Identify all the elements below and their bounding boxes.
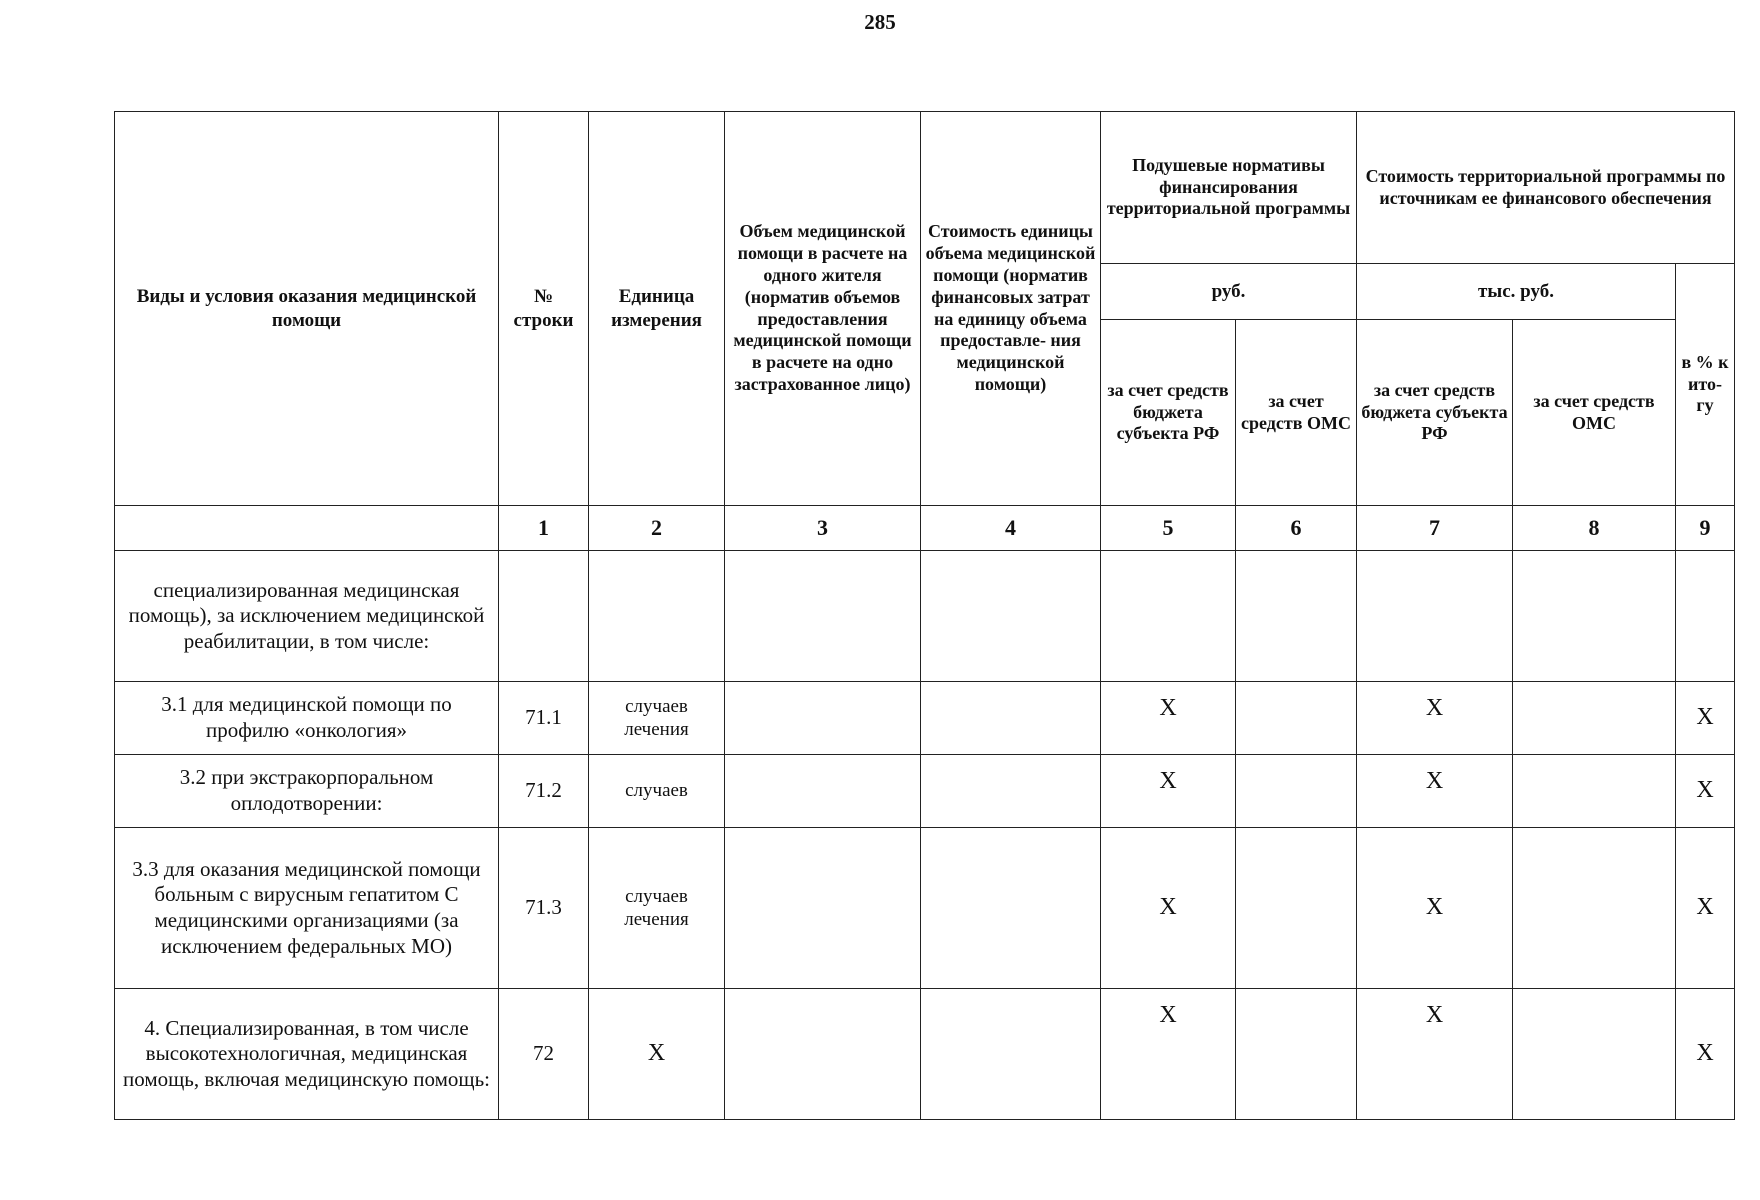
cell-volume <box>725 551 921 682</box>
row-number: 72 <box>499 989 589 1120</box>
cell-budget-rf-2: Х <box>1357 682 1513 755</box>
cell-percent: Х <box>1676 682 1735 755</box>
cell-budget-rf: Х <box>1101 828 1236 989</box>
cell-budget-rf: Х <box>1101 989 1236 1120</box>
cell-percent: Х <box>1676 828 1735 989</box>
table-row <box>115 828 1735 989</box>
page-number: 285 <box>864 10 896 34</box>
cell-budget-rf: Х <box>1101 682 1236 755</box>
table-row <box>115 551 1735 682</box>
cell-oms-2 <box>1513 828 1676 989</box>
cell-budget-rf <box>1101 551 1236 682</box>
column-number: 4 <box>921 506 1101 551</box>
header-territorial: Стоимость территориальной программы по источникам ее финансового обеспечения <box>1357 112 1735 264</box>
cell-cost <box>921 682 1101 755</box>
column-number: 7 <box>1357 506 1513 551</box>
cell-cost <box>921 828 1101 989</box>
header-percent: в % к ито- гу <box>1676 264 1735 506</box>
cell-oms-2 <box>1513 682 1676 755</box>
financing-table <box>114 111 1735 1120</box>
header-thousand-rub: тыс. руб. <box>1357 264 1676 320</box>
column-number: 8 <box>1513 506 1676 551</box>
cell-oms-2 <box>1513 551 1676 682</box>
row-label: 3.3 для оказания медицинской помощи больным с вирусным гепатитом С медицинскими организациями (за исключением федеральных МО) <box>115 828 499 989</box>
header-budget-rf: за счет средств бюджета субъекта РФ <box>1101 320 1236 506</box>
header-volume: Объем медицинской помощи в расчете на одного жителя (норматив объемов предоставления медицинской помощи в расчете на одно застрахованное лицо) <box>725 112 921 506</box>
row-label: специализированная медицинская помощь), за исключением медицинской реабилитации, в том числе: <box>115 551 499 682</box>
header-per-capita: Подушевые нормативы финансирования территориальной программы <box>1101 112 1357 264</box>
cell-oms <box>1236 755 1357 828</box>
row-number: 71.1 <box>499 682 589 755</box>
cell-oms <box>1236 828 1357 989</box>
header-budget-rf-2: за счет средств бюджета субъекта РФ <box>1357 320 1513 506</box>
cell-oms <box>1236 682 1357 755</box>
table-row <box>115 682 1735 755</box>
header-kinds: Виды и условия оказания медицинской помощи <box>115 112 499 506</box>
header-row-no: № строки <box>499 112 589 506</box>
column-number: 5 <box>1101 506 1236 551</box>
header-rub: руб. <box>1101 264 1357 320</box>
cell-oms <box>1236 551 1357 682</box>
cell-oms-2 <box>1513 755 1676 828</box>
row-unit: Х <box>589 989 725 1120</box>
column-number: 1 <box>499 506 589 551</box>
header-oms: за счет средств ОМС <box>1236 320 1357 506</box>
row-number <box>499 551 589 682</box>
cell-percent: Х <box>1676 755 1735 828</box>
header-oms-2: за счет средств ОМС <box>1513 320 1676 506</box>
cell-volume <box>725 828 921 989</box>
column-number: 2 <box>589 506 725 551</box>
cell-percent <box>1676 551 1735 682</box>
table-row <box>115 989 1735 1120</box>
cell-oms-2 <box>1513 989 1676 1120</box>
cell-volume <box>725 682 921 755</box>
cell-cost <box>921 989 1101 1120</box>
cell-budget-rf-2 <box>1357 551 1513 682</box>
cell-oms <box>1236 989 1357 1120</box>
cell-budget-rf: Х <box>1101 755 1236 828</box>
row-label: 3.2 при экстракорпоральном оплодотворении: <box>115 755 499 828</box>
column-number-row <box>115 506 1735 551</box>
cell-cost <box>921 551 1101 682</box>
row-unit: случаев <box>589 755 725 828</box>
column-number: 3 <box>725 506 921 551</box>
row-number: 71.3 <box>499 828 589 989</box>
row-number: 71.2 <box>499 755 589 828</box>
row-unit: случаев лечения <box>589 828 725 989</box>
cell-percent: Х <box>1676 989 1735 1120</box>
header-cost: Стоимость единицы объема медицинской помощи (норматив финансовых затрат на единицу объема предоставле- ния медицинской помощи) <box>921 112 1101 506</box>
cell-volume <box>725 755 921 828</box>
row-label: 4. Специализированная, в том числе высокотехнологичная, медицинская помощь, включая медицинскую помощь: <box>115 989 499 1120</box>
column-number-blank <box>115 506 499 551</box>
cell-volume <box>725 989 921 1120</box>
cell-budget-rf-2: Х <box>1357 755 1513 828</box>
cell-budget-rf-2: Х <box>1357 989 1513 1120</box>
row-unit <box>589 551 725 682</box>
row-label: 3.1 для медицинской помощи по профилю «онкология» <box>115 682 499 755</box>
column-number: 6 <box>1236 506 1357 551</box>
cell-budget-rf-2: Х <box>1357 828 1513 989</box>
header-unit: Единица измерения <box>589 112 725 506</box>
row-unit: случаев лечения <box>589 682 725 755</box>
table-row <box>115 755 1735 828</box>
column-number: 9 <box>1676 506 1735 551</box>
cell-cost <box>921 755 1101 828</box>
